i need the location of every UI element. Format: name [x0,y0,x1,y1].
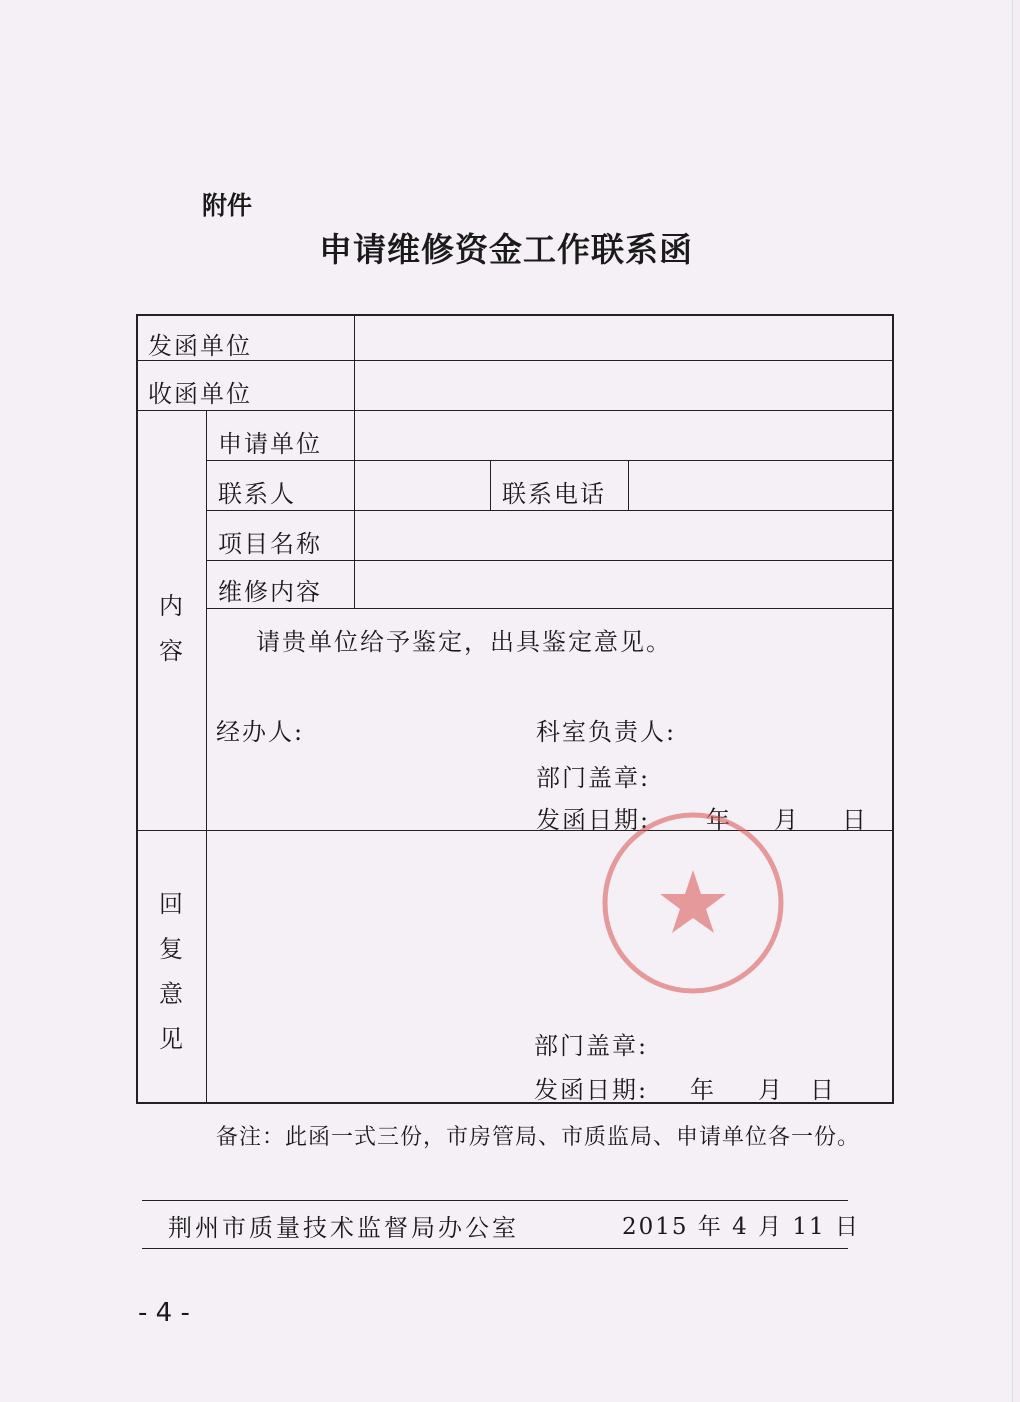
project-name-label: 项目名称 [218,530,322,558]
handler-label: 经办人: [216,718,305,746]
reply-day-label: 日 [810,1076,836,1104]
day-label: 日 [842,806,868,834]
document-title: 申请维修资金工作联系函 [319,230,693,269]
send-date-label: 发函日期: [536,806,651,834]
official-seal-stamp [598,808,788,998]
footer-bottom-rule [142,1248,848,1249]
month-label: 月 [774,806,800,834]
reply-month-label: 月 [758,1076,784,1104]
repair-content-label: 维修内容 [218,578,322,606]
issue-date: 2015 年 4 月 11 日 [622,1214,860,1240]
remark-note: 备注：此函一式三份，市房管局、市质监局、申请单位各一份。 [216,1125,861,1150]
reply-section-label: 回复意见 [159,890,183,1053]
applicant-unit-label: 申请单位 [218,430,322,458]
contact-person-label: 联系人 [218,480,296,508]
content-section-label: 内容 [159,592,183,665]
sender-unit-label: 发函单位 [148,332,252,360]
reply-year-label: 年 [690,1076,716,1104]
request-text: 请贵单位给予鉴定，出具鉴定意见。 [256,628,672,656]
reply-date-label: 发函日期: [534,1076,649,1104]
contact-phone-label: 联系电话 [502,480,606,508]
year-label: 年 [706,806,732,834]
section-chief-label: 科室负责人: [536,718,677,746]
footer-top-rule [142,1200,848,1201]
attachment-label: 附件 [202,191,253,220]
page-number: - 4 - [138,1298,190,1328]
receiver-unit-label: 收函单位 [148,380,252,408]
issuing-office: 荆州市质量技术监督局办公室 [168,1214,519,1242]
reply-seal-label: 部门盖章: [534,1032,649,1060]
dept-seal-label: 部门盖章: [536,764,651,792]
